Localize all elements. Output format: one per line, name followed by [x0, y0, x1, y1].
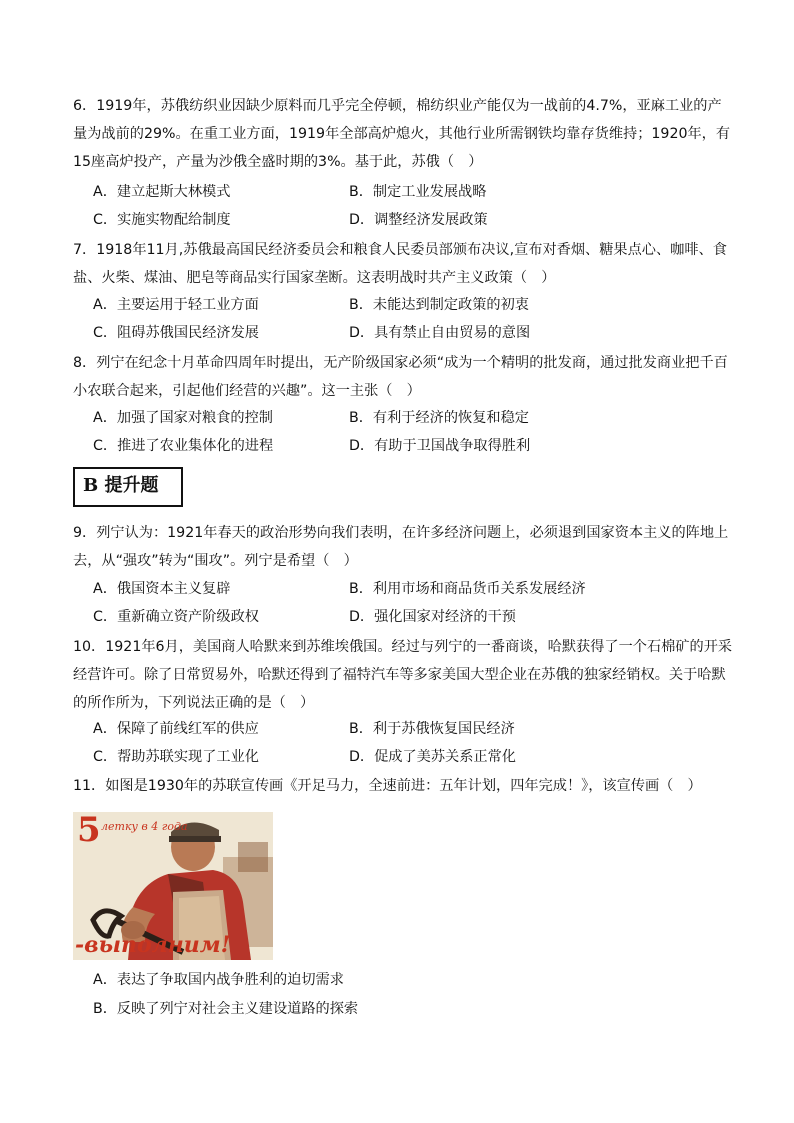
option-b[interactable]: B．有利于经济的恢复和稳定 [349, 410, 529, 426]
question-7-options-row2 [93, 321, 733, 345]
option-a[interactable]: A．保障了前线红军的供应 [93, 721, 259, 737]
question-9-options-row2 [93, 605, 733, 629]
option-d[interactable]: D．有助于卫国战争取得胜利 [349, 438, 531, 454]
question-11-option-b[interactable]: B．反映了列宁对社会主义建设道路的探索 [93, 1001, 359, 1017]
option-a[interactable]: A．俄国资本主义复辟 [93, 581, 231, 597]
poster-number-5: 5 [77, 812, 101, 850]
option-a[interactable]: A．建立起斯大林模式 [93, 184, 231, 200]
poster-slogan-top: летку в 4 года [101, 820, 188, 833]
question-9-stem: 9．列宁认为：1921年春天的政治形势向我们表明，在许多经济问题上，必须退到国家资本主义的阵地上去，从“强攻”转为“围攻”。列宁是希望（ ） [73, 525, 729, 569]
option-c[interactable]: C．重新确立资产阶级政权 [93, 609, 259, 625]
option-b[interactable]: B．利用市场和商品货币关系发展经济 [349, 581, 586, 597]
option-b[interactable]: B．制定工业发展战略 [349, 184, 487, 200]
option-a[interactable]: A．加强了国家对粮食的控制 [93, 410, 273, 426]
question-10-stem: 10．1921年6月，美国商人哈默来到苏维埃俄国。经过与列宁的一番商谈，哈默获得了一个石棉矿的开采经营许可。除了日常贸易外，哈默还得到了福特汽车等多家美国大型企业在苏俄的独家经销权。关于哈默的所作所为，下列说法正确的是（ ） [73, 639, 733, 711]
option-c[interactable]: C．阻碍苏俄国民经济发展 [93, 325, 259, 341]
question-7-stem: 7．1918年11月,苏俄最高国民经济委员会和粮食人民委员部颁布决议,宣布对香烟、糖果点心、咖啡、食盐、火柴、煤油、肥皂等商品实行国家垄断。这表明战时共产主义政策（ ） [73, 242, 727, 286]
question-9-options-row1 [93, 577, 733, 601]
option-b[interactable]: B．利于苏俄恢复国民经济 [349, 721, 515, 737]
option-c[interactable]: C．推进了农业集体化的进程 [93, 438, 274, 454]
question-8-options-row1 [93, 406, 733, 430]
question-7-options-row1 [93, 293, 733, 317]
section-b-heading: B 提升题 [73, 467, 183, 507]
option-d[interactable]: D．调整经济发展政策 [349, 212, 488, 228]
soviet-poster-image [73, 812, 273, 960]
option-c[interactable]: C．帮助苏联实现了工业化 [93, 749, 259, 765]
question-11-option-a[interactable]: A．表达了争取国内战争胜利的迫切需求 [93, 972, 344, 988]
question-10-options-row2 [93, 745, 733, 769]
option-a[interactable]: A．主要运用于轻工业方面 [93, 297, 259, 313]
poster-slogan-bottom: -выполним! [75, 932, 231, 958]
option-d[interactable]: D．具有禁止自由贸易的意图 [349, 325, 531, 341]
question-6-stem: 6．1919年，苏俄纺织业因缺少原料而几乎完全停顿，棉纺织业产能仅为一战前的4.7%，亚麻工业的产量为战前的29%。在重工业方面，1919年全部高炉熄火，其他行业所需钢铁均靠存货维持；1920年，有15座高炉投产，产量为沙俄全盛时期的3%。基于此，苏俄（ ） [73, 98, 731, 170]
question-6-options-row1 [93, 180, 733, 204]
question-6-options-row2 [93, 208, 733, 232]
question-8-stem: 8．列宁在纪念十月革命四周年时提出，无产阶级国家必须“成为一个精明的批发商，通过批发商业把千百小农联合起来，引起他们经营的兴趣”。这一主张（ ） [73, 355, 728, 399]
option-d[interactable]: D．强化国家对经济的干预 [349, 609, 516, 625]
option-d[interactable]: D．促成了美苏关系正常化 [349, 749, 516, 765]
question-11-stem: 11．如图是1930年的苏联宣传画《开足马力，全速前进：五年计划，四年完成！》，该宣传画（ ） [73, 778, 702, 794]
option-c[interactable]: C．实施实物配给制度 [93, 212, 231, 228]
question-10-options-row1 [93, 717, 733, 741]
option-b[interactable]: B．未能达到制定政策的初衷 [349, 297, 529, 313]
question-8-options-row2 [93, 434, 733, 458]
